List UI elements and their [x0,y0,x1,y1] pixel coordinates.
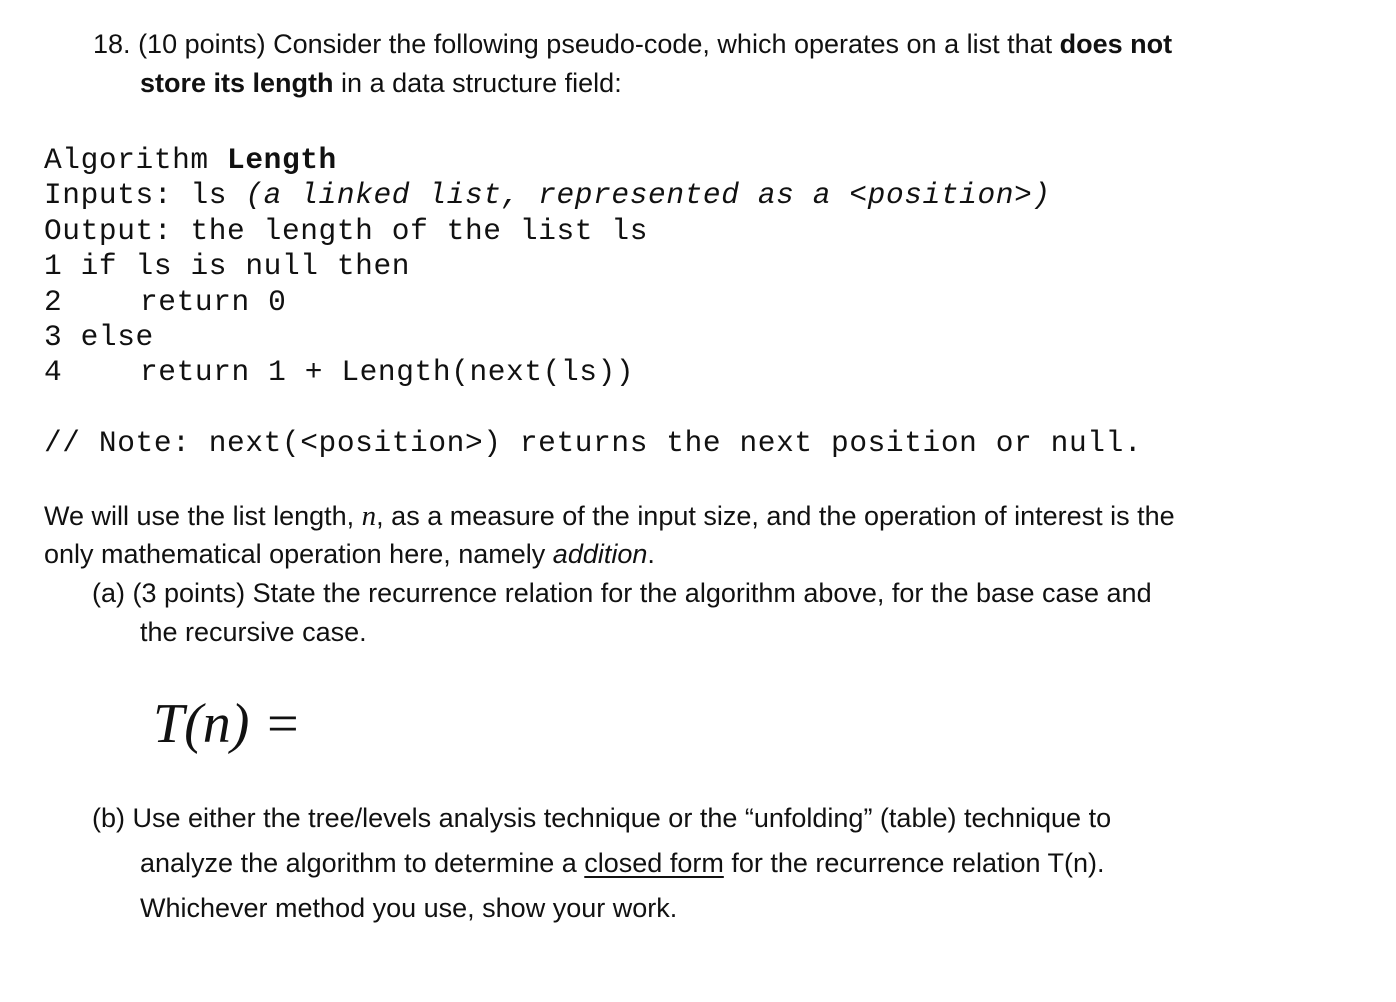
code-line-number: 1 [44,249,63,283]
code-output-desc: the length of the list ls [190,214,649,248]
question-emphasis-2: store its length [140,68,334,98]
code-line-1 [44,249,410,283]
code-inputs-param: ls [190,178,228,212]
body-text: . [647,539,655,569]
part-b-text: Use either the tree/levels analysis technique or the “unfolding” (table) technique to [132,803,1112,833]
code-algorithm-keyword: Algorithm [44,143,209,177]
code-line-text: if ls is null then [80,249,411,283]
part-a-line-2: the recursive case. [140,617,367,647]
code-line-text: else [80,320,154,354]
question-line-2 [140,68,622,99]
body-text: only mathematical operation here, namely [44,539,546,569]
code-output-line [44,214,648,248]
code-line-2 [44,285,286,319]
question-points: (10 points) [138,29,266,59]
part-b-line-1 [92,803,1111,834]
code-line-text: return 0 [140,285,287,319]
code-algorithm-line [44,143,337,177]
closed-form-underlined: closed form [584,848,724,878]
part-b-line-3: Whichever method you use, show your work. [140,893,678,923]
part-a-label: (a) [92,578,125,608]
code-inputs-desc: (a linked list, represented as a <position>) [245,178,1051,212]
body-emphasis: addition [552,539,648,569]
question-intro-2: in a data structure field: [341,68,622,98]
question-emphasis: does not [1059,29,1173,59]
question-intro: Consider the following pseudo-code, which operates on a list that [273,29,1053,59]
question-number: 18. [93,29,131,59]
part-b-text: analyze the algorithm to determine a [140,848,577,878]
code-line-text: return 1 + Length(next(ls)) [140,355,635,389]
code-note: // Note: next(<position>) returns the next position or null. [44,426,1143,460]
part-a-line-1 [92,578,1152,609]
code-inputs-line [44,178,1051,212]
code-output-keyword: Output: [44,214,173,248]
recurrence-formula: T(n) = [153,693,302,755]
body-line-2 [44,539,655,570]
code-line-3 [44,320,154,354]
code-line-4 [44,355,634,389]
body-text: We will use the list length, [44,501,355,531]
part-a-text: (3 points) State the recurrence relation for the algorithm above, for the base case and [132,578,1152,608]
question-line-1 [93,29,1172,60]
part-b-text: for the recurrence relation T(n). [731,848,1105,878]
variable-n: n [361,500,377,532]
body-text: , as a measure of the input size, and the operation of interest is the [376,501,1175,531]
code-line-number: 4 [44,355,63,389]
body-line-1 [44,500,1175,533]
code-inputs-keyword: Inputs: [44,178,173,212]
part-b-line-2 [140,848,1105,879]
code-algorithm-name: Length [227,143,337,177]
code-line-number: 2 [44,285,63,319]
code-line-number: 3 [44,320,63,354]
part-b-label: (b) [92,803,125,833]
